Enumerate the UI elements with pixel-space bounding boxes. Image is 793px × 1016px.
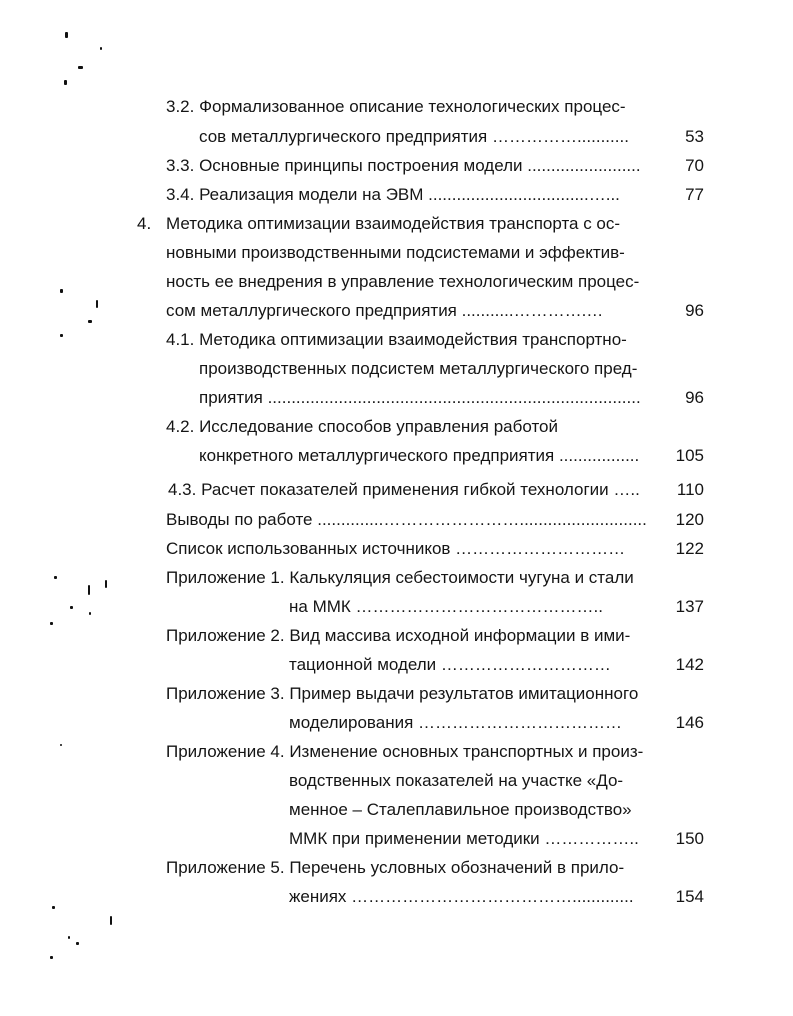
toc-4-1-line2: производственных подсистем металлургического пред- bbox=[199, 359, 638, 378]
toc-3-2-line1: 3.2. Формализованное описание технологических процес- bbox=[166, 97, 626, 116]
toc-app5-page: 154 bbox=[675, 887, 704, 906]
toc-4-1-line1: 4.1. Методика оптимизации взаимодействия транспортно- bbox=[166, 330, 627, 349]
toc-4-2-page: 105 bbox=[675, 446, 704, 465]
toc-app3-line1: Приложение 3. Пример выдачи результатов имитационного bbox=[166, 684, 639, 703]
scan-speck bbox=[60, 289, 63, 293]
toc-app4-page: 150 bbox=[675, 829, 704, 848]
toc-app2-line1: Приложение 2. Вид массива исходной информации в ими- bbox=[166, 626, 631, 645]
toc-4-line4: сом металлургического предприятия ...........………….… bbox=[166, 301, 604, 320]
scan-speck bbox=[100, 47, 102, 50]
scan-speck bbox=[76, 942, 79, 945]
scan-speck bbox=[65, 32, 68, 38]
scan-speck bbox=[52, 906, 55, 909]
toc-4-1-line3: приятия ............................................................................... bbox=[199, 388, 641, 407]
scan-speck bbox=[89, 612, 91, 615]
toc-3-3-line1: 3.3. Основные принципы построения модели ........................ bbox=[166, 156, 641, 175]
scan-speck bbox=[50, 956, 53, 959]
toc-references: Список использованных источников ………………………… bbox=[166, 539, 626, 558]
toc-app4-line2: водственных показателей на участке «До- bbox=[289, 771, 624, 790]
toc-4-number: 4. bbox=[137, 214, 152, 233]
scan-speck bbox=[68, 936, 70, 939]
toc-app5-line2: жениях …………………………………............. bbox=[289, 887, 634, 906]
toc-4-line2: новными производственными подсистемами и эффектив- bbox=[166, 243, 625, 262]
scan-speck bbox=[105, 580, 107, 588]
toc-app3-page: 146 bbox=[675, 713, 704, 732]
toc-references-page: 122 bbox=[675, 539, 704, 558]
toc-4-page: 96 bbox=[685, 301, 704, 320]
toc-app4-line4: ММК при применении методики …………….. bbox=[289, 829, 639, 848]
toc-4-3-line1: 4.3. Расчет показателей применения гибкой технологии ….. bbox=[168, 480, 640, 499]
scan-speck bbox=[96, 300, 98, 308]
toc-4-line1: Методика оптимизации взаимодействия транспорта с ос- bbox=[166, 214, 621, 233]
toc-app2-line2: тационной модели ………………………… bbox=[289, 655, 611, 674]
scan-speck bbox=[50, 622, 53, 625]
scan-speck bbox=[78, 66, 83, 69]
toc-4-3-page: 110 bbox=[676, 480, 704, 499]
toc-3-4-page: 77 bbox=[685, 185, 704, 204]
toc-3-4-line1: 3.4. Реализация модели на ЭВМ ..................................…... bbox=[166, 185, 620, 204]
scan-speck bbox=[64, 80, 67, 85]
toc-app2-page: 142 bbox=[675, 655, 704, 674]
toc-app1-line2: на ММК …………………………………….. bbox=[289, 597, 603, 616]
toc-3-2-line2: сов металлургического предприятия ……………........... bbox=[199, 127, 629, 146]
toc-4-1-page: 96 bbox=[685, 388, 704, 407]
scan-speck bbox=[110, 916, 112, 925]
toc-conclusions: Выводы по работе ..............……………………........................... bbox=[166, 510, 647, 529]
toc-app4-line1: Приложение 4. Изменение основных транспортных и произ- bbox=[166, 742, 644, 761]
toc-app5-line1: Приложение 5. Перечень условных обозначений в прило- bbox=[166, 858, 625, 877]
toc-4-line3: ность ее внедрения в управление технологическим процес- bbox=[166, 272, 640, 291]
toc-app3-line2: моделирования ……………………………… bbox=[289, 713, 623, 732]
scan-speck bbox=[60, 744, 62, 746]
toc-app1-page: 137 bbox=[675, 597, 704, 616]
toc-3-3-page: 70 bbox=[685, 156, 704, 175]
scan-speck bbox=[54, 576, 57, 579]
toc-3-2-page: 53 bbox=[685, 127, 704, 146]
toc-4-2-line1: 4.2. Исследование способов управления работой bbox=[166, 417, 558, 436]
scan-speck bbox=[88, 320, 92, 323]
scan-speck bbox=[88, 585, 90, 595]
toc-conclusions-page: 120 bbox=[675, 510, 704, 529]
scan-speck bbox=[60, 334, 63, 337]
toc-app4-line3: менное – Сталеплавильное производство» bbox=[289, 800, 632, 819]
toc-app1-line1: Приложение 1. Калькуляция себестоимости чугуна и стали bbox=[166, 568, 634, 587]
scan-speck bbox=[70, 606, 73, 609]
toc-4-2-line2: конкретного металлургического предприятия ................. bbox=[199, 446, 640, 465]
